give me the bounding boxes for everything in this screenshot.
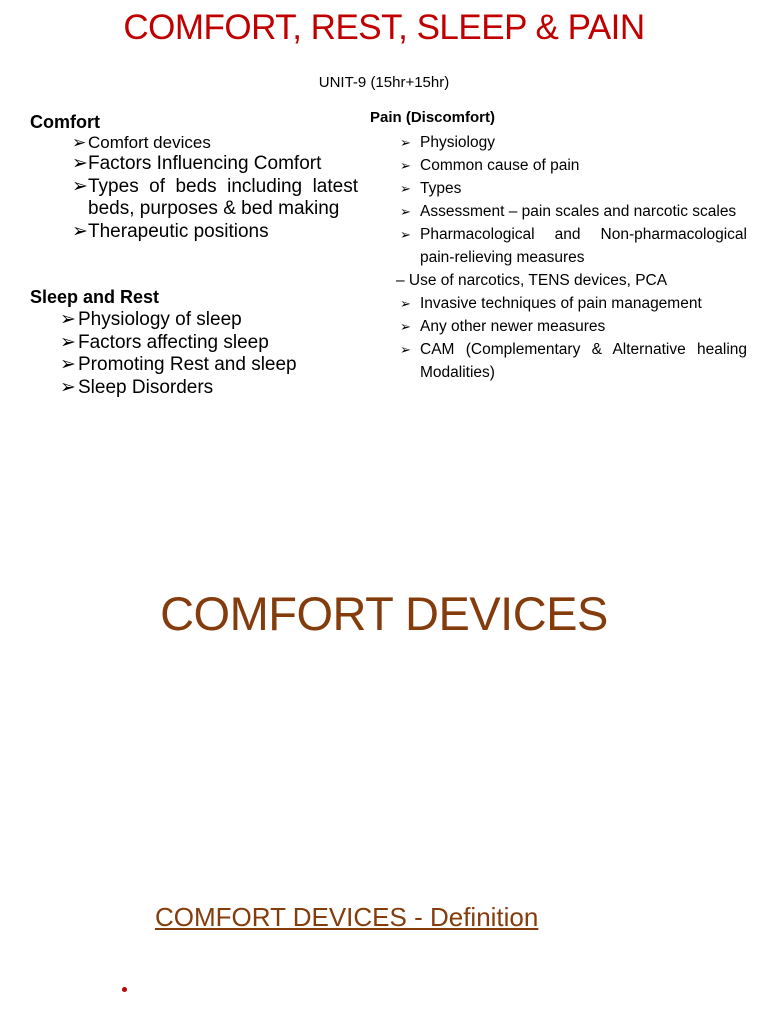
list-item: ➢ CAM (Complementary & Alternative healing Modalities)	[398, 338, 747, 384]
comfort-heading: Comfort	[30, 112, 100, 132]
pain-heading: Pain (Discomfort)	[370, 109, 496, 126]
unit-label: UNIT-9	[318, 74, 367, 91]
list-item: ➢ Physiology	[398, 131, 747, 154]
list-item: ➢ Invasive techniques of pain management	[398, 292, 747, 315]
arrow-bullet-icon: ➢	[60, 309, 76, 330]
comfort-list	[72, 132, 358, 243]
page-title: COMFORT, REST, SLEEP & PAIN	[123, 8, 645, 47]
arrow-bullet-icon: ➢	[400, 342, 411, 357]
list-item: ➢ Assessment – pain scales and narcotic scales	[398, 200, 747, 223]
list-item: ➢ Factors affecting sleep	[60, 331, 269, 353]
arrow-bullet-icon: ➢	[400, 227, 411, 242]
sleep-heading: Sleep and Rest	[30, 287, 160, 307]
list-item: ➢ Types of beds including latest beds, purposes & bed making	[72, 175, 358, 219]
arrow-bullet-icon: ➢	[72, 220, 88, 242]
bullet-dot-icon	[122, 987, 127, 992]
list-item: ➢ Therapeutic positions	[72, 220, 269, 242]
list-item: ➢ Physiology of sleep	[60, 309, 242, 330]
list-item: ➢ Common cause of pain	[398, 154, 747, 177]
arrow-bullet-icon: ➢	[72, 133, 87, 152]
list-item: ➢ Any other newer measures	[398, 315, 747, 338]
arrow-bullet-icon: ➢	[60, 354, 76, 375]
arrow-bullet-icon: ➢	[400, 158, 411, 173]
arrow-bullet-icon: ➢	[60, 331, 76, 353]
list-item: ➢ Comfort devices	[72, 133, 211, 152]
pain-list	[398, 131, 747, 384]
list-item: ➢ Factors Influencing Comfort	[72, 153, 322, 174]
arrow-bullet-icon: ➢	[400, 319, 411, 334]
arrow-bullet-icon: ➢	[400, 296, 411, 311]
arrow-bullet-icon: ➢	[72, 175, 88, 197]
list-item: ➢ Promoting Rest and sleep	[60, 354, 297, 375]
arrow-bullet-icon: ➢	[400, 181, 411, 196]
arrow-bullet-icon: ➢	[400, 135, 411, 150]
list-item: ➢ Pharmacological and Non-pharmacological pain-relieving measures	[398, 223, 747, 269]
list-item: ➢ Sleep Disorders	[60, 376, 214, 398]
sleep-list	[60, 309, 360, 399]
arrow-bullet-icon: ➢	[60, 376, 76, 398]
unit-hours: (15hr+15hr)	[370, 74, 450, 91]
unit-line	[0, 74, 768, 91]
list-item: ➢ Types	[398, 177, 747, 200]
arrow-bullet-icon: ➢	[72, 153, 88, 174]
arrow-bullet-icon: ➢	[400, 204, 411, 219]
list-item: – Use of narcotics, TENS devices, PCA	[396, 272, 668, 289]
definition-title: COMFORT DEVICES - Definition	[155, 902, 539, 932]
section-title: COMFORT DEVICES	[160, 587, 608, 640]
